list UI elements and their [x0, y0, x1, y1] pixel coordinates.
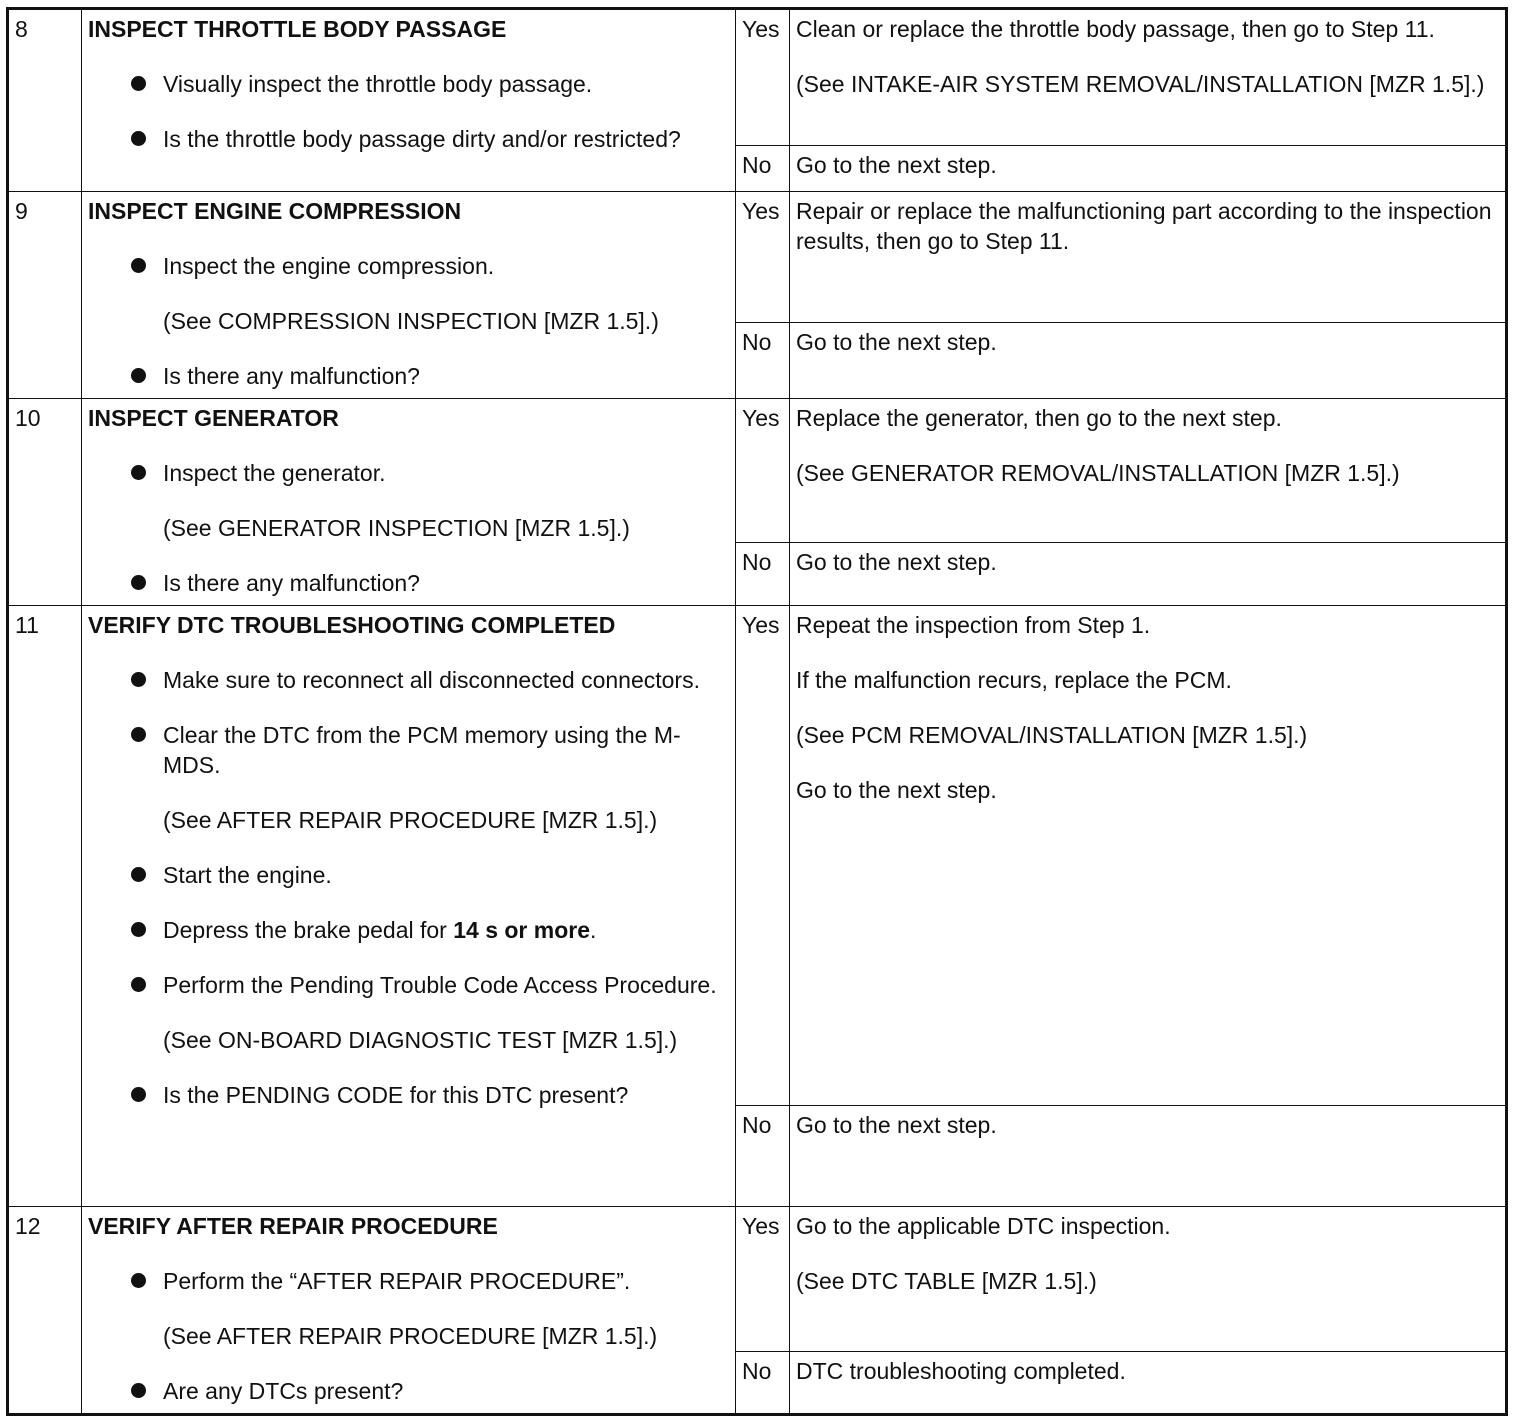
bullet-text: Visually inspect the throttle body passage. — [163, 71, 593, 97]
yes-result-line: Clean or replace the throttle body passage, then go to Step 11. — [796, 16, 1435, 42]
yes-result-line: Repeat the inspection from Step 1. — [796, 612, 1151, 638]
step-title: INSPECT ENGINE COMPRESSION — [88, 198, 462, 224]
bullet-item — [88, 251, 729, 281]
bullet-dot-icon — [131, 575, 146, 590]
bullet-item — [88, 568, 729, 598]
step-number: 10 — [8, 399, 82, 606]
no-result-line: Go to the next step. — [796, 329, 997, 355]
yes-label: Yes — [736, 1207, 790, 1352]
bullet-text: Perform the Pending Trouble Code Access Procedure. — [163, 972, 717, 998]
yes-result-cell — [790, 1207, 1507, 1352]
reference-text: (See AFTER REPAIR PROCEDURE [MZR 1.5].) — [163, 807, 658, 833]
no-result-line: Go to the next step. — [796, 152, 997, 178]
bullet-text: Inspect the generator. — [163, 460, 386, 486]
bullet-dot-icon — [131, 1087, 146, 1102]
bullet-item — [88, 1376, 729, 1406]
step-row — [8, 399, 1507, 543]
reference-text: (See ON-BOARD DIAGNOSTIC TEST [MZR 1.5].) — [163, 1027, 678, 1053]
yes-label: Yes — [736, 606, 790, 1106]
no-label: No — [736, 1352, 790, 1415]
bullet-text: Is the throttle body passage dirty and/or restricted? — [163, 126, 681, 152]
step-row — [8, 9, 1507, 146]
step-row — [8, 192, 1507, 323]
no-result-line: Go to the next step. — [796, 549, 997, 575]
bullet-dot-icon — [131, 727, 146, 742]
bullet-emphasis: 14 s or more — [453, 917, 591, 943]
no-result-cell — [790, 323, 1507, 399]
bullet-dot-icon — [131, 465, 146, 480]
bullet-dot-icon — [131, 131, 146, 146]
bullet-text: Clear the DTC from the PCM memory using the M-MDS. — [163, 722, 681, 778]
bullet-item — [88, 124, 729, 154]
step-action-cell — [82, 9, 736, 192]
yes-result-line: (See DTC TABLE [MZR 1.5].) — [796, 1268, 1097, 1294]
no-result-cell — [790, 1106, 1507, 1207]
bullet-item — [88, 69, 729, 99]
step-number: 8 — [8, 9, 82, 192]
reference-text: (See COMPRESSION INSPECTION [MZR 1.5].) — [163, 308, 659, 334]
no-label: No — [736, 1106, 790, 1207]
step-row — [8, 1207, 1507, 1352]
step-title: VERIFY DTC TROUBLESHOOTING COMPLETED — [88, 612, 616, 638]
no-label: No — [736, 543, 790, 606]
yes-result-line: (See GENERATOR REMOVAL/INSTALLATION [MZR 1.5].) — [796, 460, 1400, 486]
bullet-item — [88, 860, 729, 890]
yes-result-cell — [790, 9, 1507, 146]
yes-result-cell — [790, 399, 1507, 543]
bullet-dot-icon — [131, 1273, 146, 1288]
bullet-item — [88, 1266, 729, 1296]
bullet-text: Is there any malfunction? — [163, 363, 420, 389]
no-label: No — [736, 146, 790, 192]
reference-text: (See GENERATOR INSPECTION [MZR 1.5].) — [163, 515, 630, 541]
yes-result-line: Go to the next step. — [796, 777, 997, 803]
yes-result-cell — [790, 192, 1507, 323]
troubleshooting-table — [6, 7, 1508, 1416]
bullet-text: Are any DTCs present? — [163, 1378, 404, 1404]
bullet-text: Make sure to reconnect all disconnected connectors. — [163, 667, 700, 693]
no-result-cell — [790, 146, 1507, 192]
troubleshooting-table-body — [8, 9, 1507, 1415]
yes-result-line: Go to the applicable DTC inspection. — [796, 1213, 1171, 1239]
bullet-text: Is there any malfunction? — [163, 570, 420, 596]
bullet-dot-icon — [131, 977, 146, 992]
bullet-text: Start the engine. — [163, 862, 332, 888]
yes-result-line: (See INTAKE-AIR SYSTEM REMOVAL/INSTALLATION [MZR 1.5].) — [796, 71, 1485, 97]
step-action-cell — [82, 1207, 736, 1415]
no-result-line: Go to the next step. — [796, 1112, 997, 1138]
bullet-dot-icon — [131, 76, 146, 91]
bullet-dot-icon — [131, 1383, 146, 1398]
bullet-item — [88, 970, 729, 1000]
step-number: 12 — [8, 1207, 82, 1415]
bullet-text: Depress the brake pedal for — [163, 917, 454, 943]
bullet-item — [88, 361, 729, 391]
no-result-cell — [790, 1352, 1507, 1415]
bullet-text: Is the PENDING CODE for this DTC present? — [163, 1082, 629, 1108]
bullet-item — [88, 720, 729, 780]
yes-result-line: Repair or replace the malfunctioning part according to the inspection results, then go to Step 11. — [796, 198, 1492, 254]
yes-label: Yes — [736, 399, 790, 543]
yes-result-line: Replace the generator, then go to the next step. — [796, 405, 1282, 431]
step-title: INSPECT GENERATOR — [88, 405, 339, 431]
bullet-dot-icon — [131, 867, 146, 882]
step-title: VERIFY AFTER REPAIR PROCEDURE — [88, 1213, 498, 1239]
step-action-cell — [82, 399, 736, 606]
bullet-suffix: . — [590, 917, 597, 943]
bullet-text: Perform the “AFTER REPAIR PROCEDURE”. — [163, 1268, 631, 1294]
reference-text: (See AFTER REPAIR PROCEDURE [MZR 1.5].) — [163, 1323, 658, 1349]
bullet-item — [88, 665, 729, 695]
bullet-item — [88, 915, 729, 945]
yes-label: Yes — [736, 192, 790, 323]
step-number: 9 — [8, 192, 82, 399]
step-title: INSPECT THROTTLE BODY PASSAGE — [88, 16, 507, 42]
bullet-dot-icon — [131, 672, 146, 687]
no-result-line: DTC troubleshooting completed. — [796, 1358, 1126, 1384]
bullet-text: Inspect the engine compression. — [163, 253, 495, 279]
bullet-item — [88, 1080, 729, 1110]
yes-result-line: (See PCM REMOVAL/INSTALLATION [MZR 1.5].) — [796, 722, 1308, 748]
bullet-dot-icon — [131, 922, 146, 937]
no-label: No — [736, 323, 790, 399]
bullet-dot-icon — [131, 368, 146, 383]
no-result-cell — [790, 543, 1507, 606]
yes-result-line: If the malfunction recurs, replace the PCM. — [796, 667, 1232, 693]
step-row — [8, 606, 1507, 1106]
bullet-item — [88, 458, 729, 488]
step-action-cell — [82, 606, 736, 1207]
yes-label: Yes — [736, 9, 790, 146]
bullet-dot-icon — [131, 258, 146, 273]
step-action-cell — [82, 192, 736, 399]
yes-result-cell — [790, 606, 1507, 1106]
step-number: 11 — [8, 606, 82, 1207]
